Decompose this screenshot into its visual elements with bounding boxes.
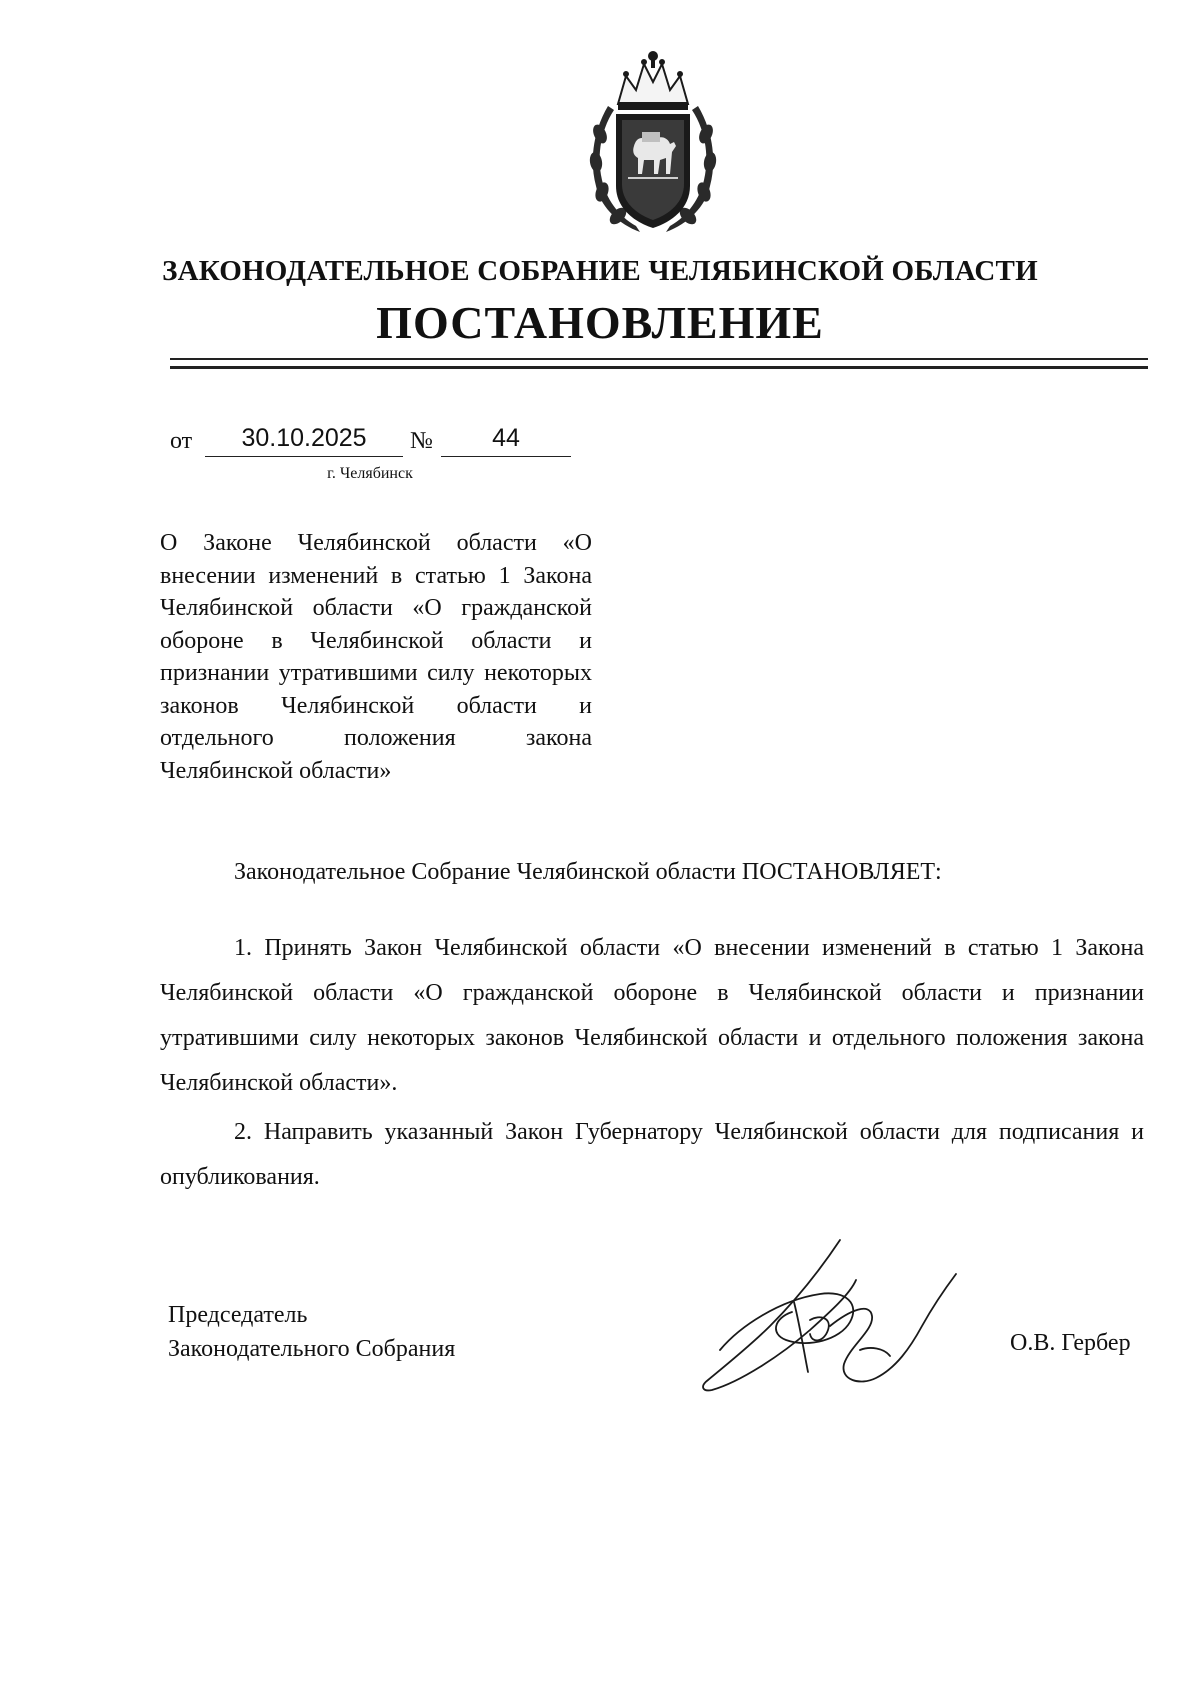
header-divider-thick	[170, 366, 1148, 369]
signatory-position-line1: Председатель	[168, 1302, 308, 1328]
signatory-name: О.В. Гербер	[1010, 1330, 1131, 1356]
signatory-position-line2: Законодательного Собрания	[168, 1336, 456, 1362]
date-label: от	[170, 428, 193, 454]
document-subject: О Законе Челябинской области «О внесении изменений в статью 1 Закона Челябинской области «О гражданской обороне в Челябинской области и признании утратившими силу некоторых законов Челябинской области и отдельного положения закона Челябинской области»	[160, 530, 592, 784]
handwritten-signature-icon	[700, 1230, 970, 1400]
document-number: 44	[441, 424, 571, 457]
header-divider-thin	[170, 358, 1148, 360]
number-label: №	[410, 428, 433, 454]
document-type-title: ПОСТАНОВЛЕНИЕ	[376, 297, 824, 348]
city-label: г. Челябинск	[327, 465, 413, 482]
coat-of-arms-icon	[578, 46, 728, 242]
resolves-statement: Законодательное Собрание Челябинской области ПОСТАНОВЛЯЕТ:	[234, 859, 942, 885]
paragraph-1: 1. Принять Закон Челябинской области «О внесении изменений в статью 1 Закона Челябинской области «О гражданской обороне в Челябинской области и признании утратившими силу некоторых законов Челябинской области и отдельного положения закона Челябинской области».	[160, 935, 1144, 1096]
document-date: 30.10.2025	[205, 424, 403, 457]
signatory-position	[168, 1298, 455, 1366]
organization-title: ЗАКОНОДАТЕЛЬНОЕ СОБРАНИЕ ЧЕЛЯБИНСКОЙ ОБЛАСТИ	[162, 255, 1038, 287]
paragraph-2: 2. Направить указанный Закон Губернатору Челябинской области для подписания и опубликования.	[160, 1119, 1144, 1190]
